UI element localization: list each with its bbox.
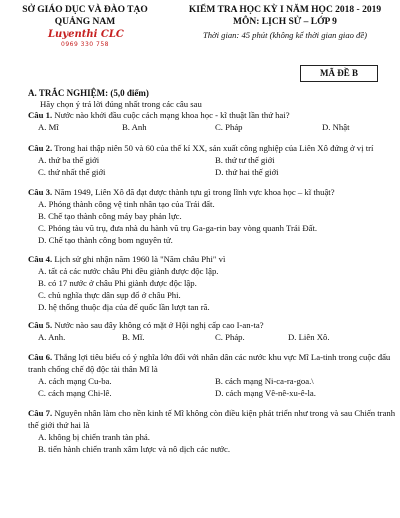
option-d: D. Liên Xô. bbox=[288, 332, 330, 342]
question-5 bbox=[28, 320, 264, 331]
option-a: A. Mĩ bbox=[38, 122, 59, 132]
question-text: Nước nào khởi đầu cuộc cách mạng khoa học - kĩ thuật lần thứ hai? bbox=[54, 110, 290, 120]
question-text: Trong hai thập niên 50 và 60 của thế kỉ XX, sản xuất công nghiệp của Liên Xô đứng ở vị trí bbox=[54, 143, 374, 153]
question-label: Câu 6. bbox=[28, 352, 53, 362]
option-c: C. cách mạng Chi-lê. bbox=[38, 388, 112, 398]
option-d: D. hệ thống thuộc địa của đế quốc lần lượt tan rã. bbox=[38, 302, 210, 312]
question-7 bbox=[28, 408, 395, 419]
question-text: Năm 1949, Liên Xô đã đạt được thành tựu gì trong lĩnh vực khoa học – kĩ thuật? bbox=[54, 187, 335, 197]
option-b: B. cách mạng Ni-ca-ra-goa.\ bbox=[215, 376, 314, 386]
option-c: C. Pháp bbox=[215, 122, 243, 132]
logo-phone: 0969 330 758 bbox=[61, 41, 109, 48]
subject-line: MÔN: LỊCH SỬ – LỚP 9 bbox=[233, 17, 337, 27]
luyenthi-logo bbox=[48, 29, 122, 51]
option-c: C. Pháp. bbox=[215, 332, 245, 342]
question-text: Lịch sử ghi nhận năm 1960 là "Năm châu Phi" vì bbox=[54, 254, 226, 264]
question-label: Câu 7. bbox=[28, 408, 53, 418]
exam-title: KIỂM TRA HỌC KỲ I NĂM HỌC 2018 - 2019 bbox=[188, 5, 382, 15]
question-6 bbox=[28, 352, 390, 363]
option-d: D. cách mạng Vê-nê-xu-ê-la. bbox=[215, 388, 316, 398]
department-name: SỞ GIÁO DỤC VÀ ĐÀO TẠO bbox=[22, 5, 148, 15]
question-text: Nguyên nhân làm cho nền kinh tế Mĩ không còn điều kiện phát triển như trong và sau Chiến tranh bbox=[54, 408, 396, 418]
option-b: B. tiến hành chiến tranh xâm lược và nô dịch các nước. bbox=[38, 444, 231, 454]
option-d: D. Nhật bbox=[322, 122, 350, 132]
option-a: A. Anh. bbox=[38, 332, 66, 342]
question-3 bbox=[28, 187, 335, 198]
option-b: B. Mĩ. bbox=[122, 332, 145, 342]
option-d: D. Chế tạo thành công bom nguyên tử. bbox=[38, 235, 173, 245]
section-title: A. TRẮC NGHIỆM: (5,0 điểm) bbox=[28, 88, 149, 98]
question-label: Câu 5. bbox=[28, 320, 53, 330]
option-a: A. Phóng thành công vệ tinh nhân tạo của Trái đất. bbox=[38, 199, 215, 209]
question-label: Câu 3. bbox=[28, 187, 53, 197]
question-text-continued: thế giới thứ hai là bbox=[28, 420, 90, 430]
question-text-continued: tranh chống chế độ độc tài thân Mĩ là bbox=[28, 364, 158, 374]
question-2 bbox=[28, 143, 373, 154]
option-a: A. tất cả các nước châu Phi đều giành được độc lập. bbox=[38, 266, 219, 276]
option-b: B. thứ tư thế giới bbox=[215, 155, 275, 165]
section-instruction: Hãy chọn ý trả lời đúng nhất trong các câu sau bbox=[40, 99, 202, 109]
time-line: Thời gian: 45 phút (không kể thời gian giao đề) bbox=[202, 30, 368, 40]
question-4 bbox=[28, 254, 225, 265]
option-b: B. có 17 nước ở châu Phi giành được độc lập. bbox=[38, 278, 197, 288]
option-c: C. thứ nhất thế giới bbox=[38, 167, 106, 177]
logo-text: Luyenthi CLC bbox=[48, 29, 124, 40]
option-a: A. không bị chiến tranh tàn phá. bbox=[38, 432, 150, 442]
option-c: C. Phóng tàu vũ trụ, đưa nhà du hành vũ trụ Ga-ga-rin bay vòng quanh Trái Đất. bbox=[38, 223, 318, 233]
question-label: Câu 4. bbox=[28, 254, 53, 264]
option-b: B. Anh bbox=[122, 122, 147, 132]
question-label: Câu 2. bbox=[28, 143, 53, 153]
option-c: C. chủ nghĩa thực dân sụp đổ ở châu Phi. bbox=[38, 290, 181, 300]
option-a: A. cách mạng Cu-ba. bbox=[38, 376, 112, 386]
province-name: QUẢNG NAM bbox=[54, 17, 116, 27]
question-text: Nước nào sau đây không có mặt ở Hội nghị cấp cao I-an-ta? bbox=[54, 320, 264, 330]
option-b: B. Chế tạo thành công máy bay phản lực. bbox=[38, 211, 182, 221]
exam-code-box: MÃ ĐỀ B bbox=[300, 65, 378, 82]
option-a: A. thứ ba thế giới bbox=[38, 155, 100, 165]
question-1 bbox=[28, 110, 290, 121]
option-d: D. thứ hai thế giới bbox=[215, 167, 279, 177]
question-label: Câu 1. bbox=[28, 110, 53, 120]
question-text: Thắng lợi tiêu biểu có ý nghĩa lớn đối với nhân dân các nước khu vực Mĩ La-tinh trong cuộc đấu bbox=[54, 352, 391, 362]
